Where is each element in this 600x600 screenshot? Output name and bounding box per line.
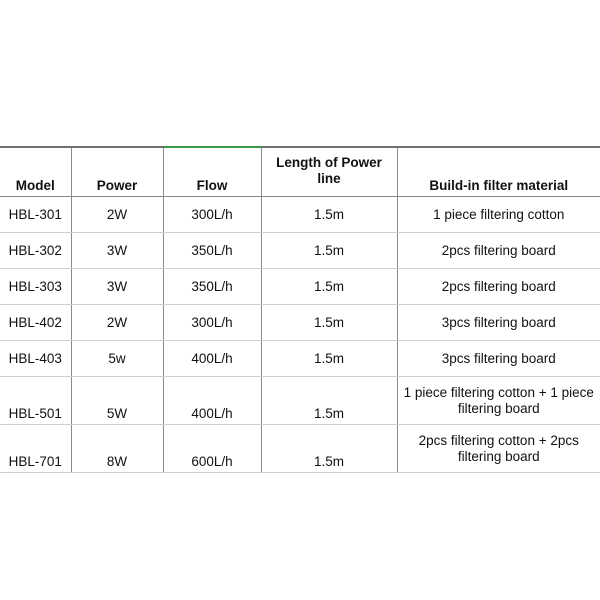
cell-power[interactable]: 3W [71, 233, 163, 269]
cell-flow[interactable]: 400L/h [163, 377, 261, 425]
cell-flow[interactable]: 350L/h [163, 233, 261, 269]
product-spec-table [0, 146, 600, 473]
cell-length[interactable]: 1.5m [261, 197, 397, 233]
header-model[interactable]: Model [0, 147, 71, 197]
table-row [0, 377, 600, 425]
cell-length[interactable]: 1.5m [261, 269, 397, 305]
cell-model[interactable]: HBL-501 [0, 377, 71, 425]
cell-material[interactable]: 3pcs filtering board [397, 341, 600, 377]
cell-material[interactable]: 3pcs filtering board [397, 305, 600, 341]
header-row [0, 147, 600, 197]
cell-flow[interactable]: 600L/h [163, 425, 261, 473]
table-row [0, 269, 600, 305]
cell-length[interactable]: 1.5m [261, 233, 397, 269]
cell-material[interactable]: 2pcs filtering board [397, 233, 600, 269]
cell-power[interactable]: 8W [71, 425, 163, 473]
header-power[interactable]: Power [71, 147, 163, 197]
cell-flow[interactable]: 300L/h [163, 197, 261, 233]
spreadsheet-viewport [0, 146, 600, 469]
cell-power[interactable]: 2W [71, 197, 163, 233]
cell-length[interactable]: 1.5m [261, 305, 397, 341]
cell-material[interactable]: 2pcs filtering cotton + 2pcs filtering board [397, 425, 600, 473]
header-build-in-filter-material[interactable]: Build-in filter material [397, 147, 600, 197]
table-row [0, 305, 600, 341]
header-length-of-power-line[interactable]: Length of Power line [261, 147, 397, 197]
table-row [0, 197, 600, 233]
cell-power[interactable]: 3W [71, 269, 163, 305]
cell-model[interactable]: HBL-303 [0, 269, 71, 305]
header-flow[interactable]: Flow [163, 147, 261, 197]
cell-power[interactable]: 2W [71, 305, 163, 341]
cell-length[interactable]: 1.5m [261, 341, 397, 377]
cell-model[interactable]: HBL-301 [0, 197, 71, 233]
cell-flow[interactable]: 350L/h [163, 269, 261, 305]
cell-model[interactable]: HBL-403 [0, 341, 71, 377]
table-row [0, 341, 600, 377]
cell-model[interactable]: HBL-402 [0, 305, 71, 341]
cell-power[interactable]: 5w [71, 341, 163, 377]
table-row [0, 425, 600, 473]
cell-length[interactable]: 1.5m [261, 377, 397, 425]
cell-flow[interactable]: 300L/h [163, 305, 261, 341]
cell-material[interactable]: 1 piece filtering cotton + 1 piece filtering board [397, 377, 600, 425]
table-row [0, 233, 600, 269]
cell-model[interactable]: HBL-302 [0, 233, 71, 269]
cell-material[interactable]: 1 piece filtering cotton [397, 197, 600, 233]
cell-flow[interactable]: 400L/h [163, 341, 261, 377]
cell-material[interactable]: 2pcs filtering board [397, 269, 600, 305]
cell-power[interactable]: 5W [71, 377, 163, 425]
cell-length[interactable]: 1.5m [261, 425, 397, 473]
cell-model[interactable]: HBL-701 [0, 425, 71, 473]
